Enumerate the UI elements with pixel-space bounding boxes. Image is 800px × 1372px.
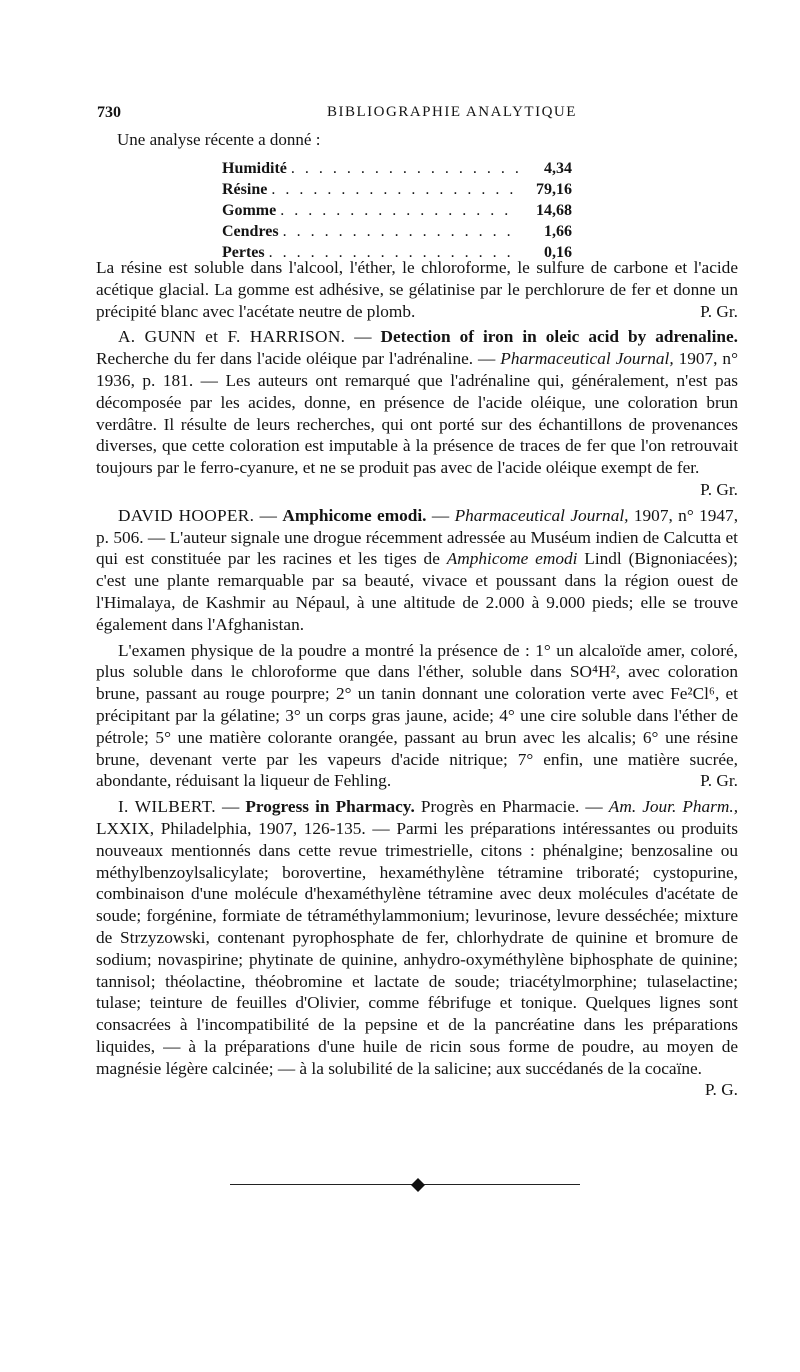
leader-dots xyxy=(291,160,518,178)
article-text: LXXIX, Philadelphia, 1907, 126-135. — Parmi les préparations intéressantes ou produits nouveaux mentionnés dans cette revue trimestrielle, citons : phénalgine; benzosaline ou méthylbenzoylsalicylate; borovertine, hexaméthylène tétramine triboraté; cystopurine, combinaison d'une molécule d'hexaméthylène tétramine avec deux molécules d'acétate de soude; forgénine, formiate de tétraméthylammonium; levurinose, levure desséchée; mixture de Strzyzowski, contenant pyrophosphate de fer, chlorhydrate de quinine et bromure de sodium; novaspirine; phytinate de quinine, anhydro-oxyméthylène biphosphate de quinine; tannisol; théolactine, théobromine et lactate de soude; triacétylmorphine; tulaselactine; tulase; teinture de feuilles d'Olivier, comme fébrifuge et tonique. Quelques lignes sont consacrées à l'incompatibilité de la pepsine et de la pancréatine dans les préparations liquides, — à la préparations d'une huile de ricin sous forme de poudre, au moyen de magnésie légère calcinée; — à la solubilité de la salicine; aux succédanés de la cocaïne. xyxy=(96,818,738,1078)
article-author: I. WILBERT. xyxy=(118,797,216,817)
paragraph-text: L'examen physique de la poudre a montré la présence de : 1° un alcaloïde amer, coloré, plus soluble dans le chloroforme que dans l'éther, soluble dans SO⁴H², avec coloration brune, passant au rouge pourpre; 2° un tanin donnant une coloration verte avec Fe²Cl⁶, et précipitant par la gélatine; 3° un corps gras jaune, acide; 4° une cire soluble dans l'éther de pétrole; 5° une matière colorante orangée, passant au brun avec les alcalis; 6° une résine brune, devenant verte par les vapeurs d'acide nitrique; 7° enfin, une matière sucrée, abondante, réduisant la liqueur de Fehling. xyxy=(96,640,738,791)
dash: — xyxy=(259,505,277,525)
analysis-table xyxy=(222,160,572,265)
row-label: Pertes xyxy=(222,244,265,261)
dash: — xyxy=(354,327,372,347)
article-text: 1907, n° 1947, p. 506. — L'auteur signale une drogue récemment adressée au Muséum indien de Calcutta et qui est constituée par les racines et les tiges de xyxy=(96,505,739,569)
ornamental-rule xyxy=(230,1178,580,1192)
leader-dots xyxy=(283,223,518,241)
diamond-icon xyxy=(411,1178,425,1192)
article-text: 1907, n° 1936, p. 181. — Les auteurs ont remarqué que l'adrénaline qui, généralement, n'est pas décomposée par les acides, donne, en présence de l'acide oléique, une coloration brun verdâtre. Il résulte de leurs recherches, qui ont porté sur des échantillons de provenances diverses, que cette coloration est imputable à la présence de traces de fer que l'on retrouvait toujours par le ferro-cyanure, et ne se produit pas avec de l'acide oléique exempt de fer. xyxy=(96,349,738,478)
article-text: Recherche du fer dans l'acide oléique par l'adrénaline. — xyxy=(96,349,496,369)
species-name: Amphicome emodi xyxy=(446,549,578,569)
article-gunn-harrison xyxy=(96,326,738,500)
row-value: 1,66 xyxy=(544,223,572,240)
paragraph-text: La résine est soluble dans l'alcool, l'éther, le chloroforme, le sulfure de carbone et l'acide acétique glacial. La gomme est adhésive, se gélatinise par le perchlorure de fer et donne un précipité blanc avec l'acétate neutre de plomb. xyxy=(96,258,738,321)
article-hooper xyxy=(96,505,738,636)
article-text: Lindl (Bignoniacées); c'est une plante remarquable par sa beauté, vivace et poussant dans la région ouest de l'Himalaya, de Kashmir au Népaul, à une altitude de 2.000 à 9.000 pieds; elle se trouve également dans l'Afghanistan. xyxy=(96,549,738,634)
signature: P. Gr. xyxy=(700,301,738,321)
article-title: Detection of iron in oleic acid by adrenaline. xyxy=(380,327,739,347)
table-row xyxy=(222,223,572,244)
article-title: Progress in Pharmacy. xyxy=(245,797,415,817)
leader-dots xyxy=(271,181,518,199)
article-text: — xyxy=(431,505,450,525)
paragraph-resin xyxy=(96,257,738,322)
dash: — xyxy=(222,797,240,817)
row-value: 14,68 xyxy=(536,202,572,219)
journal-citation: Am. Jour. Pharm., xyxy=(608,797,739,817)
table-row xyxy=(222,160,572,181)
row-label: Gomme xyxy=(222,202,277,219)
article-author: A. GUNN et F. HARRISON. xyxy=(118,327,346,347)
row-value: 0,16 xyxy=(544,244,572,261)
table-row xyxy=(222,202,572,223)
signature: P. Gr. xyxy=(700,771,738,791)
table-row xyxy=(222,181,572,202)
journal-citation: Pharmaceutical Journal, xyxy=(454,505,629,525)
body-text xyxy=(96,257,738,1101)
row-value: 4,34 xyxy=(544,160,572,177)
row-value: 79,16 xyxy=(536,181,572,198)
journal-citation: Pharmaceutical Journal, xyxy=(500,349,674,369)
article-author: DAVID HOOPER. xyxy=(118,505,255,525)
running-title: BIBLIOGRAPHIE ANALYTIQUE xyxy=(327,104,577,120)
leader-dots xyxy=(280,202,518,220)
row-label: Résine xyxy=(222,181,268,198)
paragraph-exam xyxy=(96,640,738,793)
article-title: Amphicome emodi. xyxy=(282,505,427,525)
signature: P. G. xyxy=(704,1080,738,1100)
row-label: Cendres xyxy=(222,223,279,240)
row-label: Humidité xyxy=(222,160,287,177)
intro-line: Une analyse récente a donné : xyxy=(117,130,321,149)
article-text: Progrès en Pharmacie. — xyxy=(420,797,603,817)
article-wilbert xyxy=(96,796,738,1101)
page-number: 730 xyxy=(97,104,121,121)
signature: P. Gr. xyxy=(700,479,738,499)
page-header xyxy=(97,104,737,126)
horizontal-rule xyxy=(230,1184,580,1185)
